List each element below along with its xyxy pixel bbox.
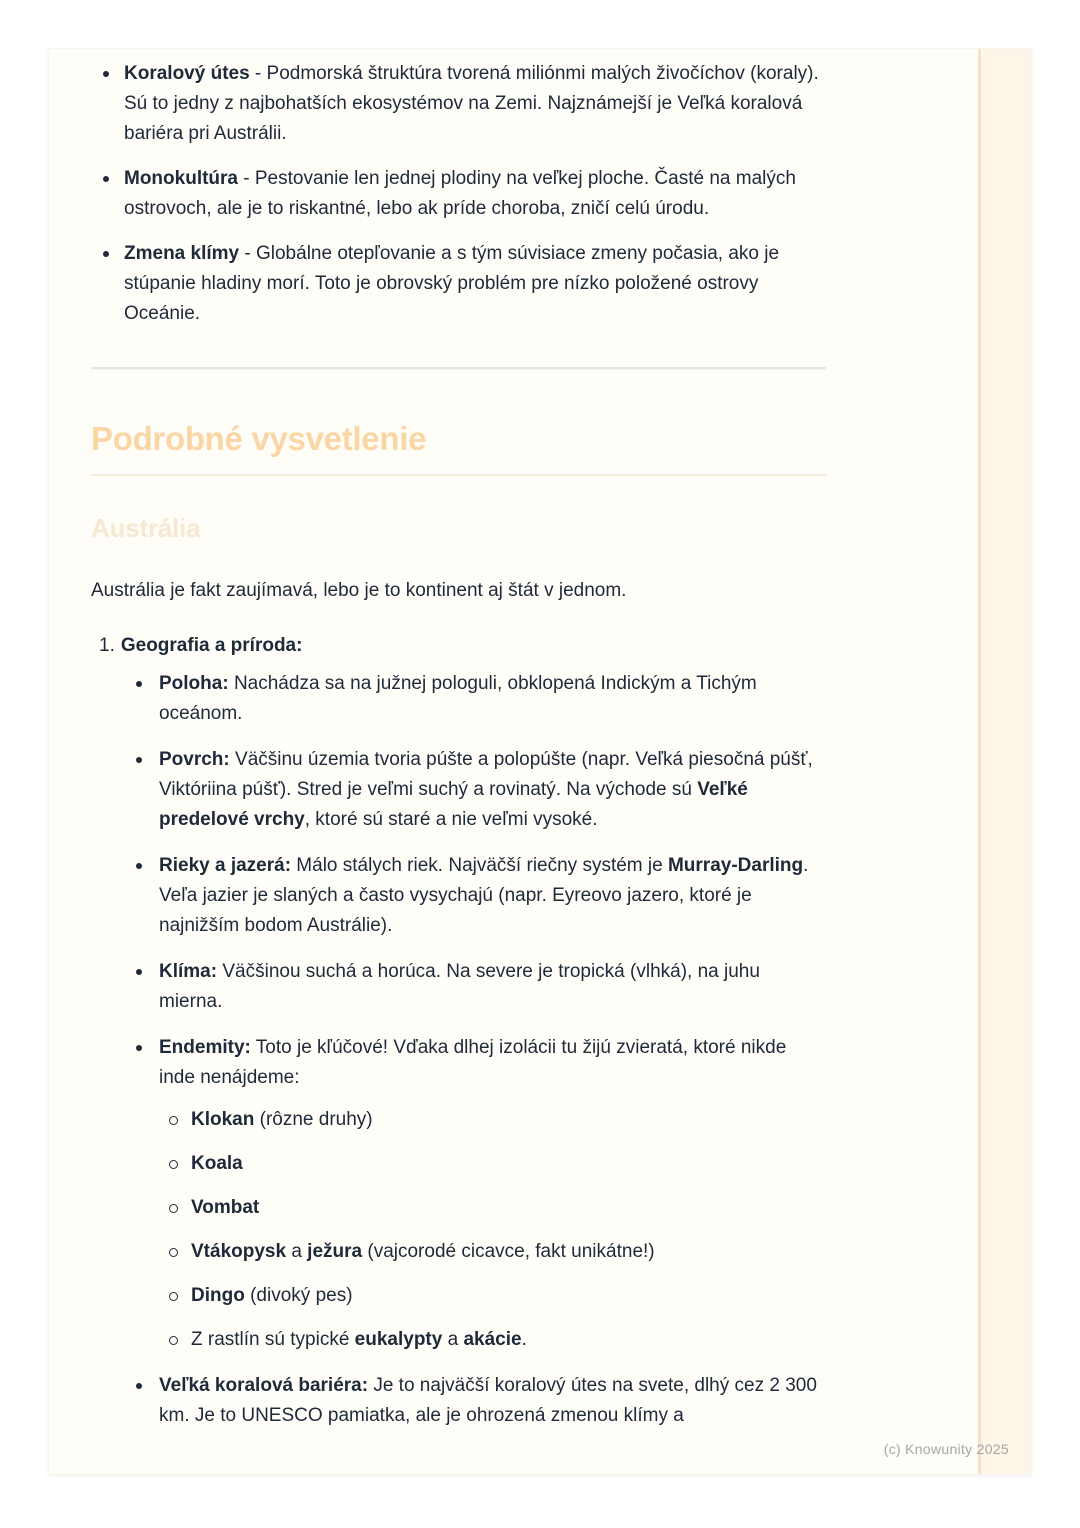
list-item: Veľká koralová bariéra: Je to najväčší koralový útes na svete, dlhý cez 2 300 km. Je to UNESCO pamiatka, ale je ohrozená zmenou klímy a <box>103 1371 825 1431</box>
nested-list <box>159 1105 825 1355</box>
heading-divider <box>91 474 826 476</box>
numbered-item-title: Geografia a príroda: <box>120 635 303 656</box>
list-item: Koala <box>159 1149 825 1179</box>
list-item: Poloha: Nachádza sa na južnej pologuli, obklopená Indickým a Tichým oceánom. <box>103 669 825 729</box>
copyright-note: (c) Knowunity 2025 <box>883 1441 1009 1457</box>
numbered-list <box>91 631 828 1431</box>
page-content <box>49 49 829 1447</box>
page-edge-strip <box>978 49 1031 1474</box>
list-item: Klíma: Väčšinou suchá a horúca. Na severe je tropická (vlhká), na juhu mierna. <box>103 957 825 1017</box>
list-item: Zmena klímy - Globálne otepľovanie a s tým súvisiace zmeny počasia, ako je stúpanie hladiny morí. Toto je obrovský problém pre nízko položené ostrovy Oceánie. <box>91 239 828 329</box>
section-divider <box>91 367 826 369</box>
document-page <box>48 48 1032 1475</box>
list-item: Klokan (rôzne druhy) <box>159 1105 825 1135</box>
list-item: Z rastlín sú typické eukalypty a akácie. <box>159 1325 825 1355</box>
list-number: 1. <box>99 635 115 656</box>
intro-paragraph: Austrália je fakt zaujímavá, lebo je to kontinent aj štát v jednom. <box>91 580 627 601</box>
list-item: Koralový útes - Podmorská štruktúra tvorená miliónmi malých živočíchov (koraly). Sú to jedny z najbohatších ekosystémov na Zemi. Najznámejší je Veľká koralová bariéra pri Austrálii. <box>91 59 828 149</box>
list-item: Vombat <box>159 1193 825 1223</box>
list-item: Rieky a jazerá: Málo stálych riek. Najväčší riečny systém je Murray-Darling. Veľa jazier je slaných a často vysychajú (napr. Eyreovo jazero, ktoré je najnižším bodom Austrálie). <box>103 851 825 941</box>
section-heading: Podrobné vysvetlenie <box>91 420 427 457</box>
list-item: Endemity: Toto je kľúčové! Vďaka dlhej izolácii tu žijú zvieratá, ktoré nikde inde nenájdeme: Klokan (rôzne druhy) Koala Vombat Vtákopysk a ježura (vajcorodé cicavce, fakt unikátne!) Dingo (divoký pes) Z rastlín sú typické eukalypty a akácie. <box>103 1033 825 1355</box>
definitions-list <box>91 59 828 329</box>
list-item: Povrch: Väčšinu územia tvoria púšte a polopúšte (napr. Veľká piesočná púšť, Viktóriina púšť). Stred je veľmi suchý a rovinatý. Na východe sú Veľké predelové vrchy, ktoré sú staré a nie veľmi vysoké. <box>103 745 825 835</box>
geography-list <box>103 669 825 1431</box>
subsection-heading: Austrália <box>91 513 201 543</box>
list-item: Monokultúra - Pestovanie len jednej plodiny na veľkej ploche. Časté na malých ostrovoch, ale je to riskantné, lebo ak príde choroba, zničí celú úrodu. <box>91 164 828 224</box>
list-item: Dingo (divoký pes) <box>159 1281 825 1311</box>
list-item: Vtákopysk a ježura (vajcorodé cicavce, fakt unikátne!) <box>159 1237 825 1267</box>
numbered-item <box>91 631 828 1431</box>
